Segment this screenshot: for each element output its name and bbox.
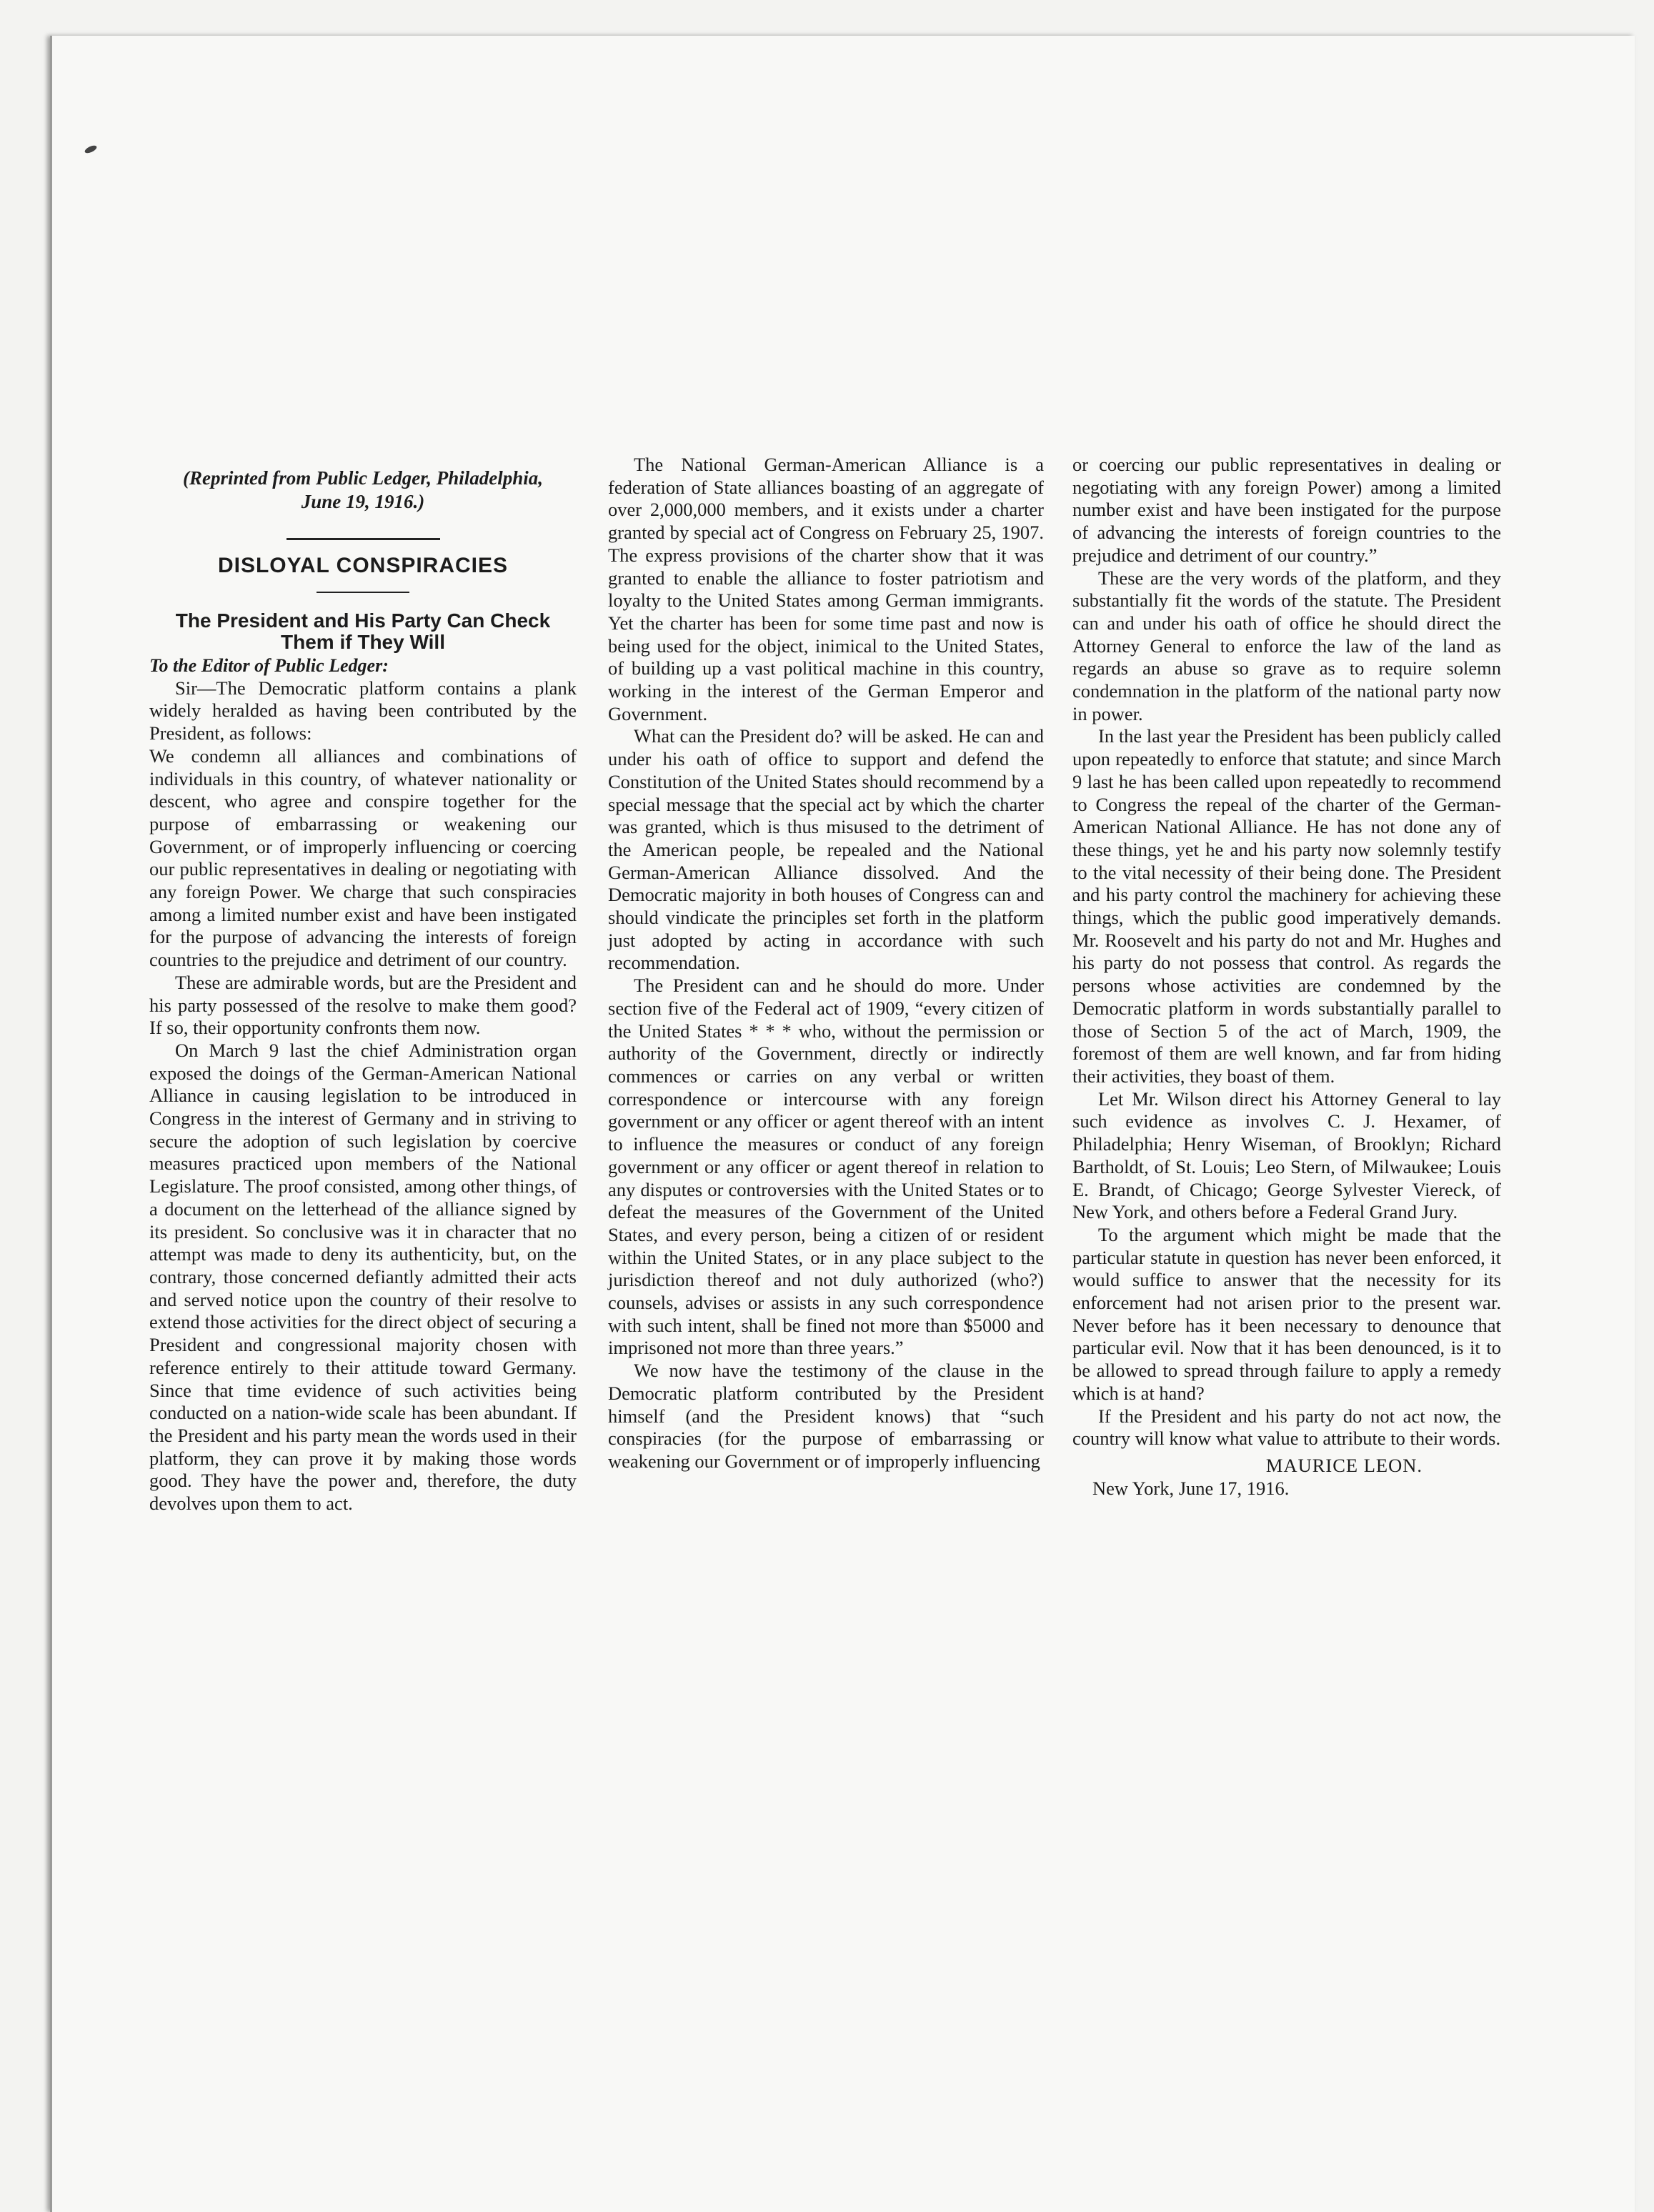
paragraph: On March 9 last the chief Administration organ exposed the doings of the German-American National Alliance in causing legislation to be introduced in Congress in the interest of Germany and in striving to secure the adoption of such legislation by coercive measures practiced upon members of the National Legislature. The proof consisted, among other things, of a document on the letterhead of the alliance signed by its president. So conclusive was it in character that no attempt was made to deny its authenticity, but, on the contrary, those concerned defiantly admitted their acts and served notice upon the country of their resolve to extend those activities for the direct object of securing a President and congressional majority chosen with reference entirely to their attitude toward Germany. Since that time evidence of such activities being conducted on a nation-wide scale has been abundant. If the President and his party mean the words used in their platform, they can prove it by making those words good. They have the power and, therefore, the duty devolves upon them to act. (149, 1039, 577, 1515)
paragraph: The President can and he should do more. Under section five of the Federal act of 1909, “every citizen of the United States * * * who, without the permission or authority of the Government, directly or indirectly commences or carries on any verbal or written correspondence or intercourse with any foreign government or any officer or agent thereof with an intent to influence the measures or conduct of any foreign government or any officer or agent thereof in relation to any disputes or controversies with the United States or to defeat the measures of the Government of the United States, and every person, being a citizen of or resident within the United States, or in any place subject to the jurisdiction thereof and not duly authorized (who?) counsels, advises or assists in any such correspondence with such intent, shall be fined not more than $5000 and imprisoned not more than three years.” (608, 975, 1044, 1359)
paragraph: Sir—The Democratic platform contains a plank widely heralded as having been contributed by the President, as follows: (149, 677, 577, 744)
paragraph: These are admirable words, but are the President and his party possessed of the resolve to make them good? If so, their opportunity confronts them now. (149, 971, 577, 1039)
paragraph: What can the President do? will be asked. He can and under his oath of office to support and defend the Constitution of the United States should recommend by a special message that the special act by which the charter was granted, which is thus misused to the detriment of the American people, be repealed and the National German-American Alliance dissolved. And the Democratic majority in both houses of Congress can and should vindicate the principles set forth in the platform just adopted by acting in accordance with such recommendation. (608, 725, 1044, 974)
paragraph: To the argument which might be made that the particular statute in question has never been enforced, it would suffice to answer that the necessity for its enforcement had not arisen prior to the present war. Never before has it been necessary to denounce that particular evil. Now that it has been denounced, is it to be allowed to spread through failure to apply a remedy which is at hand? (1072, 1223, 1501, 1404)
headline-rule-bottom (317, 592, 409, 593)
paragraph: If the President and his party do not act now, the country will know what value to attribute to their words. (1072, 1405, 1501, 1450)
subhead: The President and His Party Can Check Them if They Will (175, 609, 551, 653)
paragraph: or coercing our public representatives in dealing or negotiating with any foreign Power) among a limited number exist and have been instigated for the purpose of advancing the interests of foreign countries to the prejudice and detriment of our country.” (1072, 454, 1501, 566)
author-signature: MAURICE LEON. (1265, 1454, 1423, 1476)
salutation: To the Editor of Public Ledger: (149, 655, 389, 676)
paragraph: The National German-American Alliance is a federation of State alliances boasting of an aggregate of over 2,000,000 members, and it exists under a charter granted by special act of Congress on February 25, 1907. The express provisions of the charter show that it was granted to enable the alliance to foster patriotism and loyalty to the United States among German immigrants. Yet the charter has been for some time past and now is being used for the object, inimical to the United States, of building up a vast political machine in this country, working in the interest of the German Emperor and Government. (608, 454, 1044, 724)
headline: DISLOYAL CONSPIRACIES (217, 554, 509, 577)
dateline: New York, June 17, 1916. (1092, 1477, 1290, 1499)
paragraph: These are the very words of the platform, and they substantially fit the words of the statute. The President can and under his oath of office he should direct the Attorney General to enforce the law of the land as regards an abuse so grave as to require solemn condemnation in the platform of the national party now in power. (1072, 567, 1501, 724)
paragraph: Let Mr. Wilson direct his Attorney General to lay such evidence as involves C. J. Hexamer, of Philadelphia; Henry Wiseman, of Brooklyn; Richard Bartholdt, of St. Louis; Leo Stern, of Milwaukee; Louis E. Brandt, of Chicago; George Sylvester Viereck, of New York, and others before a Federal Grand Jury. (1072, 1087, 1501, 1223)
column-1 (149, 454, 577, 1515)
paragraph: In the last year the President has been publicly called upon repeatedly to enforce that statute; and since March 9 last he has been called upon repeatedly to recommend to Congress the repeal of the charter of the German-American National Alliance. He has not done any of these things, yet he and his party now solemnly testify to the vital necessity of their being done. The President and his party control the machinery for achieving these things, which the public good imperatively demands. Mr. Roosevelt and his party do not and Mr. Hughes and his party do not possess that control. As regards the persons whose activities are condemned by the Democratic platform in words substantially parallel to those of Section 5 of the act of March, 1909, the foremost of them are well known, and far from hiding their activities, they boast of them. (1072, 725, 1501, 1087)
platform-quote: We condemn all alliances and combinations of individuals in this country, of whatever nationality or descent, who agree and conspire together for the purpose of embarrassing or weakening our Government, or of improperly influencing or coercing our public representatives in dealing or negotiating with any foreign Power. We charge that such conspiracies among a limited number exist and have been instigated for the purpose of advancing the interests of foreign countries to the prejudice and detriment of our country. (149, 744, 577, 971)
column-3 (1072, 454, 1501, 1500)
paragraph: We now have the testimony of the clause in the Democratic platform contributed by the President himself (and the President knows) that “such conspiracies (for the purpose of embarrassing or weakening our Government or of improperly influencing (608, 1360, 1044, 1472)
reprint-note: (Reprinted from Public Ledger, Philadelphia, June 19, 1916.) (183, 467, 543, 512)
headline-rule-top (287, 538, 440, 540)
column-2 (608, 454, 1044, 1473)
